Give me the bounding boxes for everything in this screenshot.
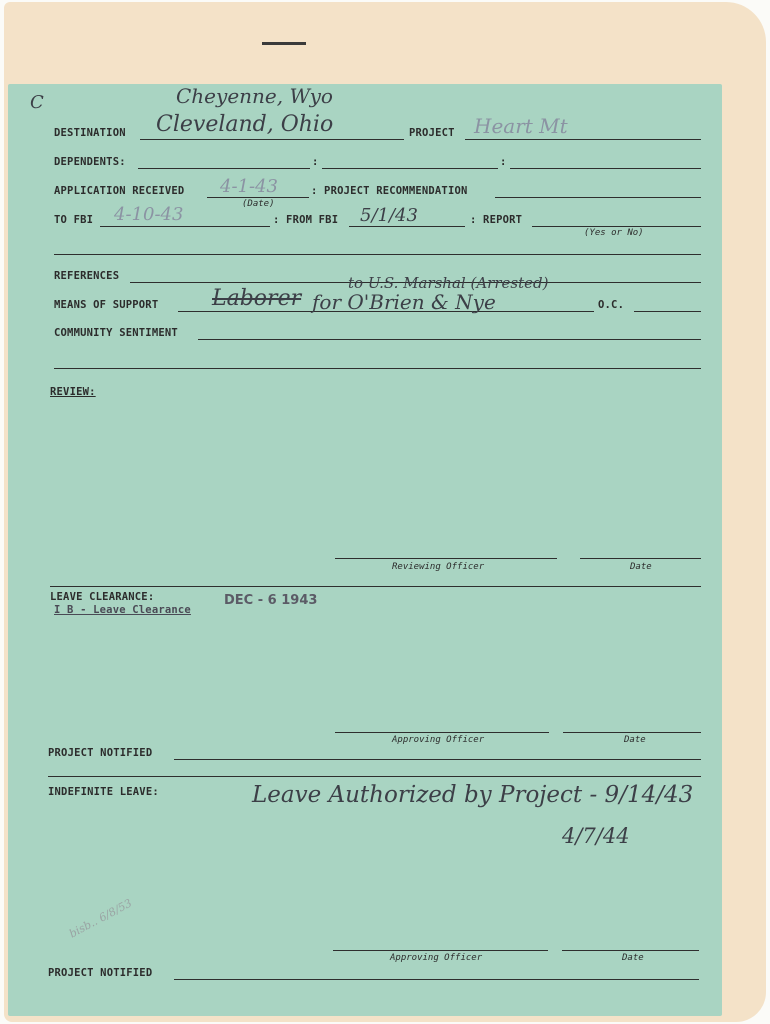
report-label: : REPORT [470, 214, 523, 226]
means-of-support-handwriting: for O'Brien & Nye [312, 290, 496, 314]
approving-officer-caption-1: Approving Officer [392, 735, 485, 745]
leave-clearance-label: LEAVE CLEARANCE: [50, 591, 155, 603]
separator-line-4 [48, 776, 701, 777]
dependents-line-2 [322, 168, 498, 169]
project-handwriting: Heart Mt [474, 114, 568, 138]
oc-line [634, 311, 701, 312]
project-recommendation-label: : PROJECT RECOMMENDATION [311, 185, 468, 197]
indefinite-leave-handwriting-1: Leave Authorized by Project - 9/14/43 [252, 782, 694, 808]
application-received-handwriting: 4-1-43 [220, 176, 278, 197]
from-fbi-label: : FROM FBI [273, 214, 339, 226]
project-notified-line-1 [174, 759, 701, 760]
approving-officer-line-2 [333, 950, 548, 951]
separator-line-3 [50, 586, 701, 587]
pencil-note: bisb.. 6/8/53 [66, 896, 135, 941]
review-date-line [580, 558, 701, 559]
references-label: REFERENCES [54, 270, 120, 282]
dependents-label: DEPENDENTS: [54, 156, 126, 168]
application-received-line [207, 197, 309, 198]
community-sentiment-line [198, 339, 701, 340]
project-notified-label-1: PROJECT NOTIFIED [48, 747, 153, 759]
support-above-handwriting: to U.S. Marshal (Arrested) [348, 274, 549, 292]
reviewing-officer-caption: Reviewing Officer [392, 562, 485, 572]
means-of-support-label: MEANS OF SUPPORT [54, 299, 159, 311]
reviewing-officer-line [335, 558, 557, 559]
application-received-label: APPLICATION RECEIVED [54, 185, 185, 197]
indefinite-leave-label: INDEFINITE LEAVE: [48, 786, 159, 798]
review-label: REVIEW: [50, 386, 96, 398]
review-date-caption: Date [630, 562, 652, 572]
destination-handwriting: Cleveland, Ohio [156, 112, 334, 137]
leave-clearance-stamp-text: I B - Leave Clearance [54, 604, 191, 616]
means-of-support-struck-handwriting: Laborer [212, 286, 302, 311]
dependents-colon-1: : [312, 156, 319, 168]
date-caption: (Date) [242, 199, 275, 209]
approving-officer-line-1 [335, 732, 549, 733]
project-label: PROJECT [409, 127, 455, 139]
date-stamp: DEC - 6 1943 [224, 593, 318, 608]
oc-label: O.C. [598, 299, 625, 311]
folder-tab-mark [262, 42, 306, 45]
yes-no-caption: (Yes or No) [584, 228, 644, 238]
destination-above-handwriting: Cheyenne, Wyo [176, 84, 333, 108]
approving-officer-caption-2: Approving Officer [390, 953, 483, 963]
approval-date-caption-1: Date [624, 735, 646, 745]
from-fbi-handwriting: 5/1/43 [360, 205, 418, 226]
to-fbi-handwriting: 4-10-43 [114, 204, 184, 225]
destination-label: DESTINATION [54, 127, 126, 139]
to-fbi-line [100, 226, 270, 227]
project-recommendation-line [495, 197, 701, 198]
dependents-line-1 [138, 168, 310, 169]
to-fbi-label: TO FBI [54, 214, 94, 226]
corner-letter: C [30, 92, 44, 113]
indefinite-leave-handwriting-2: 4/7/44 [562, 824, 630, 848]
project-notified-label-2: PROJECT NOTIFIED [48, 967, 153, 979]
approval-date-line-1 [563, 732, 701, 733]
project-line [465, 139, 701, 140]
from-fbi-line [349, 226, 465, 227]
community-sentiment-label: COMMUNITY SENTIMENT [54, 327, 178, 339]
project-notified-line-2 [174, 979, 699, 980]
approval-date-caption-2: Date [622, 953, 644, 963]
destination-line [140, 139, 404, 140]
dependents-line-3 [510, 168, 701, 169]
approval-date-line-2 [562, 950, 699, 951]
report-line [532, 226, 701, 227]
dependents-colon-2: : [500, 156, 507, 168]
separator-line-2 [54, 368, 701, 369]
separator-line-1 [54, 254, 701, 255]
